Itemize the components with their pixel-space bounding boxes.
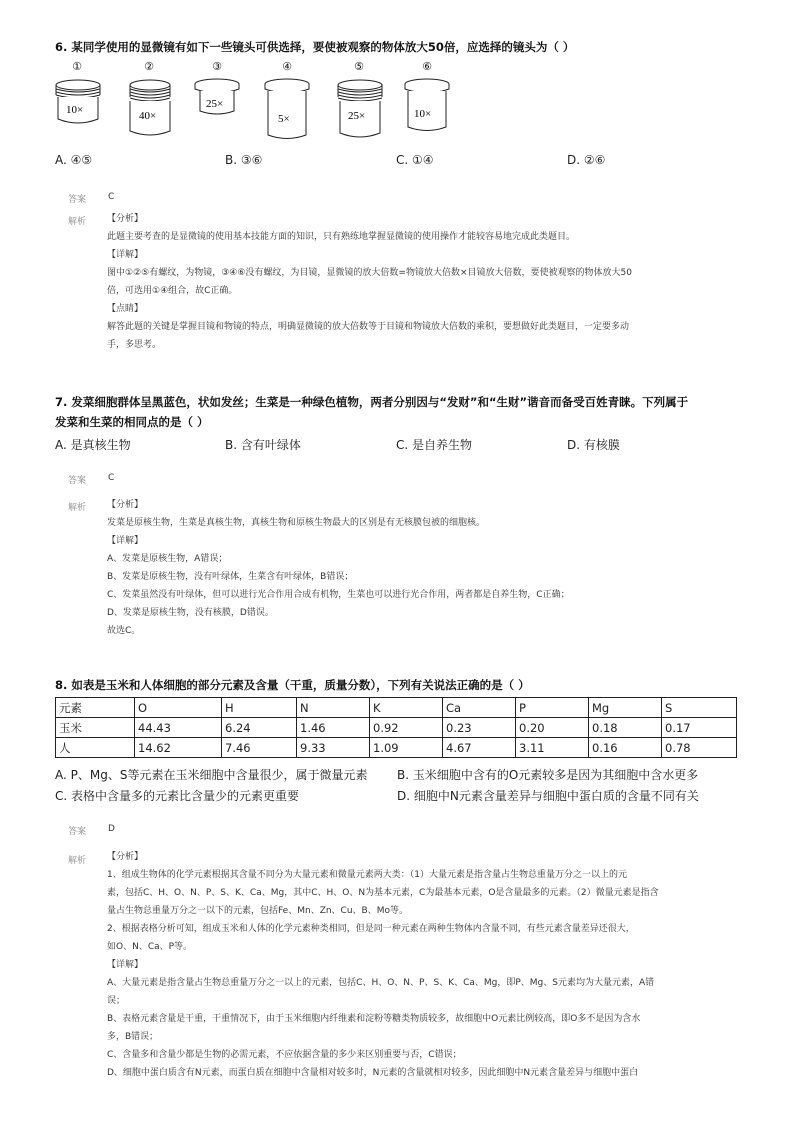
lens-number: ⑥ [422, 60, 432, 73]
eyepiece-lens-icon [192, 77, 248, 127]
lens-mag: 25× [206, 98, 224, 110]
table-cell: N [297, 698, 370, 718]
q6-option-c[interactable]: C. ①④ [396, 153, 434, 167]
analysis-line: 解答此题的关键是掌握目镜和物镜的特点，明确显微镜的放大倍数等于目镜和物镜放大倍数的乘积，要想做好此类题目，一定要多动 [107, 322, 630, 332]
table-cell: K [370, 698, 443, 718]
q6-analysis-label: 解析 [68, 217, 87, 227]
q8-option-d[interactable]: D. 细胞中N元素含量差异与细胞中蛋白质的含量不同有关 [397, 789, 699, 803]
table-cell: S [662, 698, 737, 718]
lens-number: ② [144, 60, 154, 73]
table-cell: 6.24 [222, 718, 297, 738]
q7-title-line1: 7. 发菜细胞群体呈黑蓝色，状如发丝；生菜是一种绿色植物，两者分别因与“发财”和“生财”谐音而备受百姓青睐。下列属于 [55, 395, 689, 409]
table-cell: 0.92 [370, 718, 443, 738]
analysis-line: 图中①②⑤有螺纹，为物镜，③④⑥没有螺纹，为目镜，显微镜的放大倍数=物镜放大倍数×目镜放大倍数，要使被观察的物体放大50 [107, 268, 632, 278]
lens-number: ① [72, 60, 82, 73]
q8-option-a[interactable]: A. P、Mg、S等元素在玉米细胞中含量很少，属于微量元素 [55, 768, 368, 782]
analysis-line: A、发菜是原核生物，A错误； [107, 554, 228, 564]
analysis-line: 素，包括C、H、O、N、P、S、K、Ca、Mg，其中C、H、O、N为基本元素，C为最基本元素，O是含量最多的元素。（2）微量元素是指含 [107, 888, 659, 898]
analysis-line: 发菜是原核生物，生菜是真核生物，真核生物和原核生物最大的区别是有无核膜包被的细胞核。 [107, 518, 486, 528]
table-cell: P [516, 698, 589, 718]
element-content-table [55, 697, 737, 758]
table-cell: 0.23 [443, 718, 516, 738]
analysis-line: 【详解】 [107, 536, 144, 546]
q8-title: 8. 如表是玉米和人体细胞的部分元素及含量（干重，质量分数），下列有关说法正确的是（ ） [55, 678, 530, 692]
q6-answer: C [108, 192, 115, 202]
analysis-line: 此题主要考查的是显微镜的使用基本技能方面的知识，只有熟练地掌握显微镜的使用操作才能较容易地完成此类题目。 [107, 232, 576, 242]
q6-answer-label: 答案 [68, 195, 87, 205]
objective-lens-icon [332, 77, 392, 157]
q7-analysis [107, 496, 747, 640]
analysis-line: D、细胞中蛋白质含有N元素，而蛋白质在细胞中含量相对较多时，N元素的含量就相对较多，因此细胞中N元素含量差异与细胞中蛋白 [107, 1068, 639, 1078]
q8-answer-label: 答案 [68, 827, 87, 837]
lens-number: ③ [212, 60, 222, 73]
lens-mag: 25× [348, 110, 366, 122]
table-cell: 44.43 [135, 718, 222, 738]
q7-analysis-label: 解析 [68, 503, 87, 513]
analysis-line: 【详解】 [107, 960, 144, 970]
analysis-line: 多，B错误； [107, 1032, 159, 1042]
table-row [56, 738, 737, 758]
analysis-line: 2、根据表格分析可知，组成玉米和人体的化学元素种类相同，但是同一种元素在两种生物体内含量不同，有些元素含量差异还很大， [107, 924, 635, 934]
analysis-line: 1、组成生物体的化学元素根据其含量不同分为大量元素和微量元素两大类：（1）大量元素是指含量占生物总重量万分之一以上的元 [107, 870, 627, 880]
q8-analysis-label: 解析 [68, 856, 87, 866]
analysis-line: 手，多思考。 [107, 340, 162, 350]
table-header-row [56, 698, 737, 718]
table-row [56, 718, 737, 738]
q7-option-a[interactable]: A. 是真核生物 [55, 438, 131, 452]
table-cell: 0.18 [589, 718, 662, 738]
table-cell: 0.78 [662, 738, 737, 758]
eyepiece-lens-icon [262, 77, 318, 157]
analysis-line: C、含量多和含量少都是生物的必需元素，不应依据含量的多少来区别重要与否，C错误； [107, 1050, 462, 1060]
table-cell: 0.17 [662, 718, 737, 738]
q7-option-d[interactable]: D. 有核膜 [567, 438, 620, 452]
table-cell: Ca [443, 698, 516, 718]
lens-mag: 10× [414, 108, 432, 120]
analysis-line: 如O、N、Ca、P等。 [107, 942, 193, 952]
analysis-line: B、发菜是原核生物，没有叶绿体，生菜含有叶绿体，B错误； [107, 572, 354, 582]
table-cell: 3.11 [516, 738, 589, 758]
analysis-line: B、表格元素含量是干重，干重情况下，由于玉米细胞内纤维素和淀粉等糖类物质较多，故细胞中O元素比例较高，即O多不是因为含水 [107, 1014, 641, 1024]
objective-lens-icon [122, 77, 182, 152]
analysis-line: 【分析】 [107, 852, 144, 862]
table-cell: 0.16 [589, 738, 662, 758]
lens-mag: 40× [139, 110, 157, 122]
table-cell: 1.09 [370, 738, 443, 758]
table-cell: 4.67 [443, 738, 516, 758]
table-cell: H [222, 698, 297, 718]
q7-option-c[interactable]: C. 是自养生物 [396, 438, 473, 452]
table-cell: 0.20 [516, 718, 589, 738]
table-cell: 元素 [56, 698, 135, 718]
lens-mag: 10× [66, 104, 84, 116]
table-cell: 7.46 [222, 738, 297, 758]
table-cell: 1.46 [297, 718, 370, 738]
lens-mag: 5× [278, 113, 290, 125]
q8-option-c[interactable]: C. 表格中含量多的元素比含量少的元素更重要 [55, 789, 300, 803]
analysis-line: 倍，可选用①④组合，故C正确。 [107, 286, 238, 296]
q6-analysis [107, 210, 747, 354]
table-cell: 人 [56, 738, 135, 758]
q7-answer-label: 答案 [68, 476, 87, 486]
table-cell: 玉米 [56, 718, 135, 738]
table-cell: 14.62 [135, 738, 222, 758]
q7-option-b[interactable]: B. 含有叶绿体 [225, 438, 301, 452]
analysis-line: 【详解】 [107, 250, 144, 260]
analysis-line: A、大量元素是指含量占生物总重量万分之一以上的元素，包括C、H、O、N、P、S、K、Ca、Mg，即P、Mg、S元素均为大量元素，A错 [107, 978, 655, 988]
table-cell: O [135, 698, 222, 718]
q6-title: 6. 某同学使用的显微镜有如下一些镜头可供选择，要使被观察的物体放大50倍，应选择的镜头为（ ） [55, 40, 575, 54]
lens-number: ④ [282, 60, 292, 73]
q8-analysis [107, 848, 767, 1082]
table-cell: 9.33 [297, 738, 370, 758]
q6-option-d[interactable]: D. ②⑥ [567, 153, 606, 167]
analysis-line: 【点睛】 [107, 304, 144, 314]
objective-lens-icon [50, 77, 110, 147]
q8-option-b[interactable]: B. 玉米细胞中含有的O元素较多是因为其细胞中含水更多 [397, 768, 699, 782]
eyepiece-lens-icon [402, 77, 458, 152]
q8-answer: D [108, 824, 115, 834]
analysis-line: 【分析】 [107, 214, 144, 224]
table-cell: Mg [589, 698, 662, 718]
analysis-line: 量占生物总重量万分之一以下的元素，包括Fe、Mn、Zn、Cu、B、Mo等。 [107, 906, 408, 916]
lens-number: ⑤ [354, 60, 364, 73]
q6-option-b[interactable]: B. ③⑥ [225, 153, 263, 167]
analysis-line: 误； [107, 996, 126, 1006]
q7-answer: C [108, 473, 115, 483]
analysis-line: C、发菜虽然没有叶绿体，但可以进行光合作用合成有机物，生菜也可以进行光合作用，两者都是自养生物，C正确； [107, 590, 570, 600]
analysis-line: 【分析】 [107, 500, 144, 510]
analysis-line: D、发菜是原核生物，没有核膜，D错误。 [107, 608, 274, 618]
analysis-line: 故选C。 [107, 626, 141, 636]
q6-option-a[interactable]: A. ④⑤ [55, 153, 93, 167]
q7-title-line2: 发菜和生菜的相同点的是（ ） [55, 415, 209, 429]
